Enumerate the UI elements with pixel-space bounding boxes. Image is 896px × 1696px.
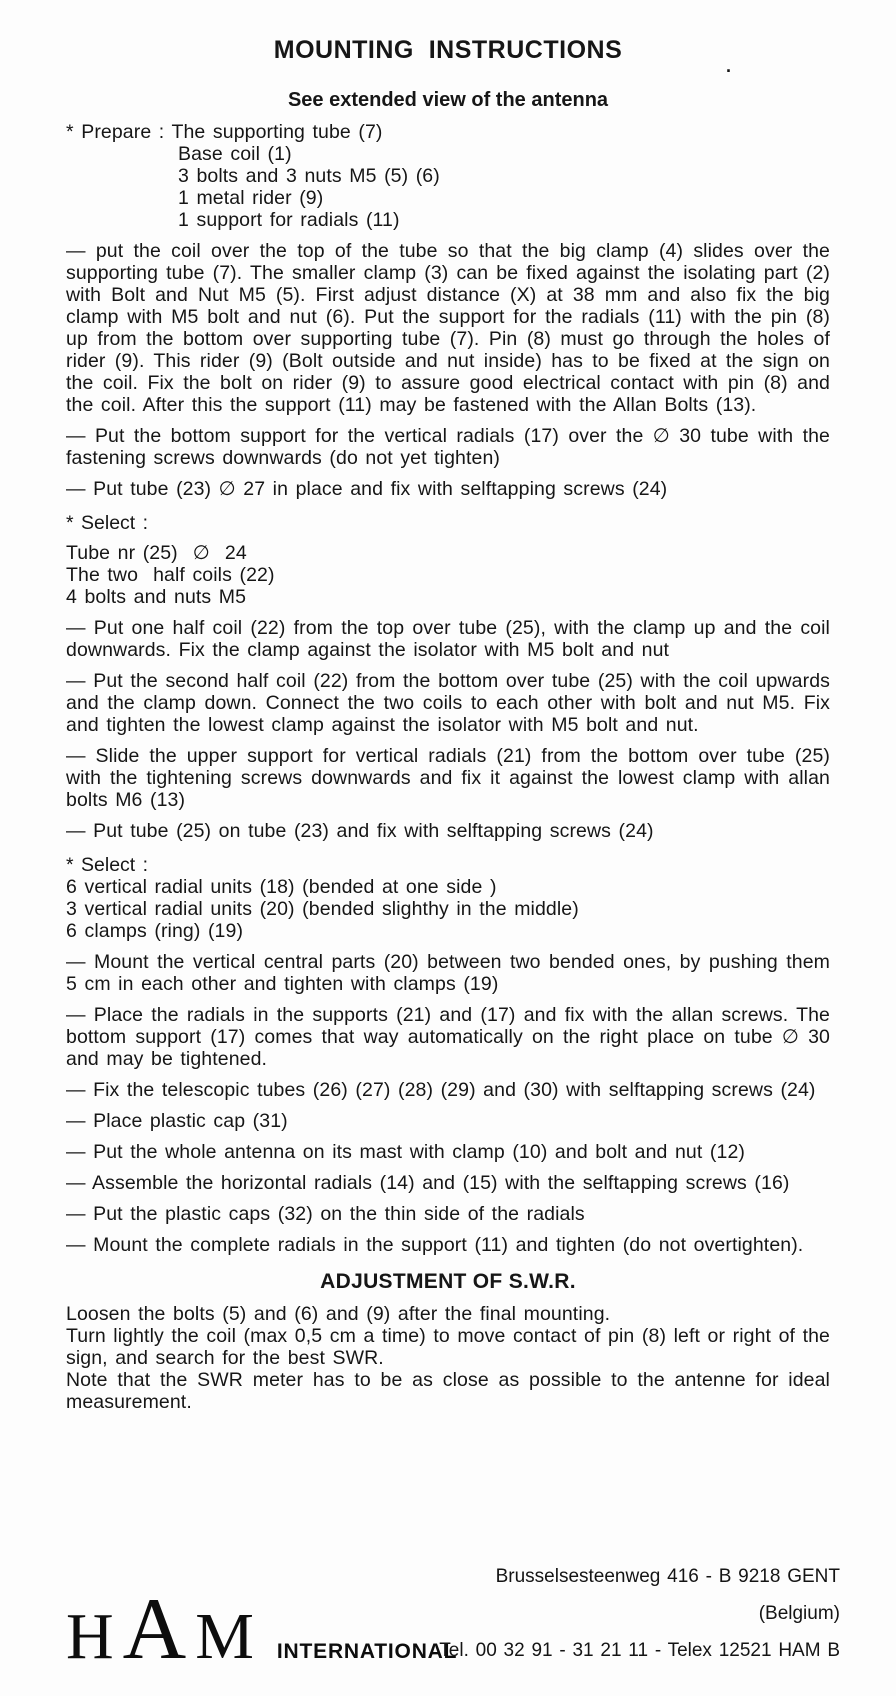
instruction-paragraph: — Slide the upper support for vertical radials (21) from the bottom over tube (25) with the tightening screws downwards and fix it against the lowest clamp with allan bolts M6 (13): [66, 745, 830, 811]
prepare-lead: * Prepare : The supporting tube (7): [66, 121, 383, 143]
footer: [66, 1558, 840, 1684]
brand-subtitle: INTERNATIONAL: [276, 1640, 458, 1663]
instruction-paragraph: — Assemble the horizontal radials (14) and (15) with the selftapping screws (16): [66, 1172, 790, 1194]
instruction-paragraph: — Put the second half coil (22) from the bottom over tube (25) with the coil upwards and the clamp down. Connect the two coils to each other with bolt and nut M5. Fix and tighten the lowest clamp against the isolator with M5 bolt and nut.: [66, 670, 830, 736]
swr-heading: ADJUSTMENT OF S.W.R.: [320, 1270, 576, 1293]
address-line: Tel. 00 32 91 - 31 21 11 - Telex 12521 HAM B: [439, 1640, 840, 1661]
instruction-paragraph: — Put tube (23) ∅ 27 in place and fix with selftapping screws (24): [66, 478, 668, 500]
instruction-paragraph: — Put one half coil (22) from the top over tube (25), with the clamp up and the coil downwards. Fix the clamp against the isolator with M5 bolt and nut: [66, 617, 830, 661]
select-item: 6 vertical radial units (18) (bended at one side ): [66, 876, 497, 898]
swr-line: Note that the SWR meter has to be as close as possible to the antenne for ideal measurement.: [66, 1369, 830, 1413]
select-list: [66, 542, 830, 608]
logo-letter-m: M: [195, 1600, 254, 1673]
address-line: Brusselsesteenweg 416 - B 9218 GENT: [495, 1566, 840, 1587]
instruction-paragraph: — Place the radials in the supports (21) and (17) and fix with the allan screws. The bottom support (17) comes that way automatically on the right place on tube ∅ 30 and may be tightened.: [66, 1004, 830, 1070]
logo-letter-a: A: [122, 1581, 187, 1678]
select-heading: * Select :: [66, 512, 149, 534]
prepare-item: 3 bolts and 3 nuts M5 (5) (6): [178, 165, 440, 187]
instruction-paragraph: — Put the whole antenna on its mast with clamp (10) and bolt and nut (12): [66, 1141, 745, 1163]
brand-logo: [66, 1581, 458, 1678]
document-subtitle: See extended view of the antenna: [287, 89, 609, 111]
select-list: [66, 876, 830, 942]
instruction-paragraph: — Put tube (25) on tube (23) and fix with selftapping screws (24): [66, 820, 654, 842]
instruction-paragraph: — put the coil over the top of the tube so that the big clamp (4) slides over the supporting tube (7). The smaller clamp (3) can be fixed against the isolating part (2) with Bolt and Nut M5 (5). First adjust distance (X) at 38 mm and also fix the big clamp with M5 bolt and nut (6). Put the support for the radials (11) with the pin (8) up from the bottom over supporting tube (7). Pin (8) must go through the holes of rider (9). This rider (9) (Bolt outside and nut inside) has to be fixed at the sign on the coil. Fix the bolt on rider (9) to assure good electrical contact with pin (8) and the coil. After this the support (11) may be fastened with the Allan Bolts (13).: [66, 240, 830, 416]
prepare-item: Base coil (1): [178, 143, 292, 165]
instruction-paragraph: — Put the plastic caps (32) on the thin side of the radials: [66, 1203, 585, 1225]
logo-letter-h: H: [66, 1600, 114, 1673]
select-item: 6 clamps (ring) (19): [66, 920, 244, 942]
address-block: [439, 1558, 840, 1669]
document-content: [66, 36, 830, 1413]
select-item: The two half coils (22): [66, 564, 275, 586]
select-heading: * Select :: [66, 854, 149, 876]
prepare-section: [66, 121, 830, 231]
select-item: 4 bolts and nuts M5: [66, 586, 247, 608]
document-title: MOUNTING INSTRUCTIONS: [273, 36, 623, 64]
select-item: 3 vertical radial units (20) (bended slighthy in the middle): [66, 898, 579, 920]
instruction-paragraph: — Fix the telescopic tubes (26) (27) (28) (29) and (30) with selftapping screws (24): [66, 1079, 816, 1101]
scan-artifact-dot: .: [726, 56, 732, 76]
prepare-items: [178, 143, 830, 231]
swr-line: Loosen the bolts (5) and (6) and (9) after the final mounting.: [66, 1303, 611, 1325]
prepare-item: 1 metal rider (9): [178, 187, 324, 209]
select-item: Tube nr (25) ∅ 24: [66, 542, 247, 564]
swr-line: Turn lightly the coil (max 0,5 cm a time) to move contact of pin (8) left or right of the sign, and search for the best SWR.: [66, 1325, 830, 1369]
instruction-paragraph: — Mount the vertical central parts (20) between two bended ones, by pushing them 5 cm in each other and tighten with clamps (19): [66, 951, 830, 995]
address-line: (Belgium): [758, 1603, 840, 1624]
instruction-paragraph: — Mount the complete radials in the support (11) and tighten (do not overtighten).: [66, 1234, 804, 1256]
instruction-paragraph: — Place plastic cap (31): [66, 1110, 288, 1132]
prepare-item: 1 support for radials (11): [178, 209, 400, 231]
swr-section: [66, 1303, 830, 1413]
instruction-paragraph: — Put the bottom support for the vertical radials (17) over the ∅ 30 tube with the fastening screws downwards (do not yet tighten): [66, 425, 830, 469]
